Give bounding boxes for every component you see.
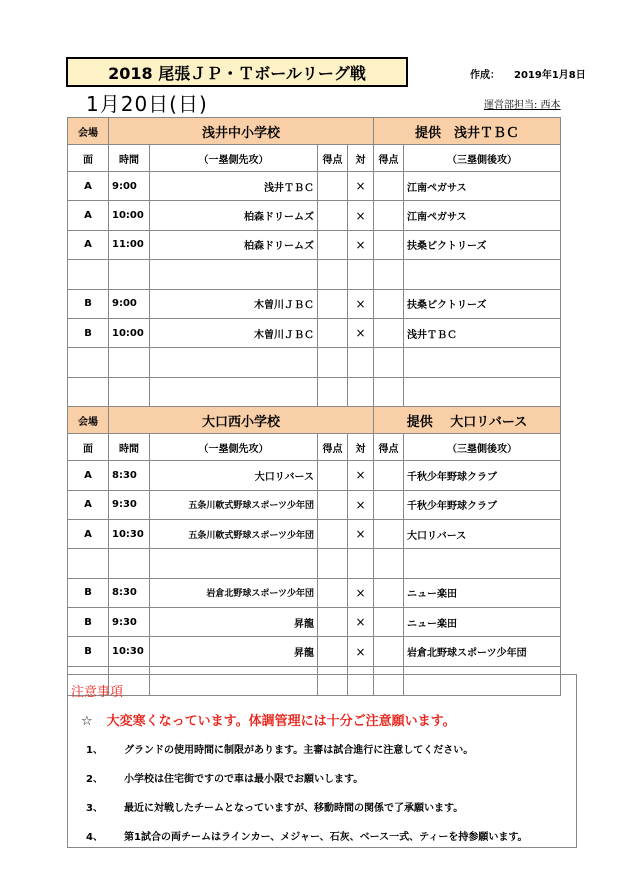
col-score-right: 得点	[374, 145, 404, 172]
field-cell: B	[68, 578, 109, 607]
vs-cell: ×	[348, 461, 374, 490]
note-item	[86, 828, 528, 843]
vs-cell: ×	[348, 289, 374, 318]
score-left-cell	[318, 608, 348, 637]
score-left-cell	[318, 348, 348, 377]
field-cell: B	[68, 318, 109, 347]
score-left-cell	[318, 519, 348, 548]
vs-cell: ×	[348, 490, 374, 519]
score-left-cell	[318, 201, 348, 230]
score-right-cell	[374, 289, 404, 318]
note-item	[86, 770, 363, 785]
note-num: 1、	[86, 745, 103, 756]
schedule-table	[67, 117, 561, 696]
table-row	[68, 608, 561, 637]
left-team-cell	[150, 260, 318, 289]
left-team-cell	[150, 348, 318, 377]
time-cell	[109, 260, 150, 289]
field-cell: A	[68, 230, 109, 259]
field-cell	[68, 348, 109, 377]
col-right-team: （三塁側後攻）	[404, 145, 561, 172]
column-header-row	[68, 145, 561, 172]
venue-provider: 提供 浅井ＴＢＣ	[374, 118, 561, 145]
score-left-cell	[318, 578, 348, 607]
right-team-cell	[404, 549, 561, 578]
note-text: 最近に対戦したチームとなっていますが、移動時間の関係で了承願います。	[124, 803, 464, 814]
right-team-cell: 江南ペガサス	[404, 172, 561, 201]
vs-cell: ×	[348, 230, 374, 259]
column-header-row	[68, 434, 561, 461]
venue-label: 会場	[68, 118, 109, 145]
right-team-cell: 大口リバース	[404, 519, 561, 548]
right-team-cell	[404, 348, 561, 377]
left-team-cell	[150, 549, 318, 578]
table-row	[68, 289, 561, 318]
left-team-cell: 柏森ドリームズ	[150, 201, 318, 230]
venue-label: 会場	[68, 407, 109, 434]
created-date: 2019年1月8日	[514, 70, 586, 81]
time-cell: 10:00	[109, 318, 150, 347]
time-cell: 9:30	[109, 608, 150, 637]
notes-main-text: 大変寒くなっています。体調管理には十分ご注意願います。	[106, 714, 456, 729]
vs-cell	[348, 348, 374, 377]
table-row	[68, 172, 561, 201]
table-row	[68, 318, 561, 347]
score-right-cell	[374, 549, 404, 578]
venue-header	[68, 118, 561, 145]
score-right-cell	[374, 260, 404, 289]
vs-cell: ×	[348, 519, 374, 548]
time-cell: 9:00	[109, 172, 150, 201]
field-cell: B	[68, 637, 109, 666]
vs-cell: ×	[348, 637, 374, 666]
table-row	[68, 230, 561, 259]
table-row	[68, 490, 561, 519]
left-team-cell: 五条川軟式野球スポーツ少年団	[150, 490, 318, 519]
notes-title: 注意事項	[71, 685, 124, 700]
star-icon: ☆	[81, 714, 93, 729]
col-time: 時間	[109, 145, 150, 172]
page-title: 2018 尾張ＪＰ・Ｔボールリーグ戦	[66, 57, 408, 87]
table-row	[68, 201, 561, 230]
field-cell: B	[68, 608, 109, 637]
score-right-cell	[374, 348, 404, 377]
left-team-cell: 木曽川ＪＢＣ	[150, 318, 318, 347]
right-team-cell: 江南ペガサス	[404, 201, 561, 230]
score-left-cell	[318, 637, 348, 666]
right-team-cell: 千秋少年野球クラブ	[404, 461, 561, 490]
note-num: 4、	[86, 832, 103, 843]
vs-cell: ×	[348, 578, 374, 607]
left-team-cell: 浅井ＴＢＣ	[150, 172, 318, 201]
col-score-left: 得点	[318, 145, 348, 172]
note-item	[86, 741, 473, 756]
field-cell: B	[68, 289, 109, 318]
time-cell	[109, 348, 150, 377]
table-row	[68, 519, 561, 548]
note-text: グランドの使用時間に制限があります。主審は試合進行に注意してください。	[124, 745, 474, 756]
field-cell	[68, 377, 109, 406]
col-field: 面	[68, 145, 109, 172]
note-text: 小学校は住宅街ですので車は最小限でお願いします。	[124, 774, 364, 785]
time-cell: 9:30	[109, 490, 150, 519]
right-team-cell: 扶桑ピクトリーズ	[404, 289, 561, 318]
event-date: 1月20日(日)	[86, 92, 208, 116]
score-left-cell	[318, 549, 348, 578]
time-cell: 10:00	[109, 201, 150, 230]
left-team-cell: 大口リバース	[150, 461, 318, 490]
score-right-cell	[374, 578, 404, 607]
score-left-cell	[318, 260, 348, 289]
score-left-cell	[318, 461, 348, 490]
col-left-team: （一塁側先攻）	[150, 145, 318, 172]
notes-section	[67, 674, 577, 848]
time-cell: 8:30	[109, 461, 150, 490]
venue-provider: 提供 大口リバース	[374, 407, 561, 434]
left-team-cell: 岩倉北野球スポーツ少年団	[150, 578, 318, 607]
note-item	[86, 799, 463, 814]
score-right-cell	[374, 490, 404, 519]
right-team-cell: 浅井ＴＢＣ	[404, 318, 561, 347]
score-right-cell	[374, 201, 404, 230]
table-row	[68, 377, 561, 406]
venue-name: 浅井中小学校	[109, 118, 374, 145]
score-right-cell	[374, 172, 404, 201]
table-row	[68, 461, 561, 490]
note-num: 2、	[86, 774, 103, 785]
table-row	[68, 348, 561, 377]
score-right-cell	[374, 318, 404, 347]
left-team-cell: 五条川軟式野球スポーツ少年団	[150, 519, 318, 548]
right-team-cell: ニュー楽田	[404, 608, 561, 637]
field-cell: A	[68, 461, 109, 490]
field-cell	[68, 260, 109, 289]
right-team-cell: ニュー楽田	[404, 578, 561, 607]
time-cell: 10:30	[109, 637, 150, 666]
col-score-left: 得点	[318, 434, 348, 461]
vs-cell	[348, 377, 374, 406]
score-left-cell	[318, 377, 348, 406]
vs-cell: ×	[348, 172, 374, 201]
manager-label: 運営部担当: 西本	[484, 100, 561, 111]
table-row	[68, 637, 561, 666]
vs-cell: ×	[348, 318, 374, 347]
col-vs: 対	[348, 434, 374, 461]
field-cell: A	[68, 172, 109, 201]
created-label: 作成：	[470, 70, 500, 81]
score-right-cell	[374, 608, 404, 637]
table-row	[68, 578, 561, 607]
left-team-cell: 昇龍	[150, 637, 318, 666]
table-row	[68, 549, 561, 578]
col-vs: 対	[348, 145, 374, 172]
score-right-cell	[374, 637, 404, 666]
venue-header	[68, 407, 561, 434]
field-cell: A	[68, 519, 109, 548]
time-cell: 8:30	[109, 578, 150, 607]
score-left-cell	[318, 289, 348, 318]
left-team-cell	[150, 377, 318, 406]
left-team-cell: 柏森ドリームズ	[150, 230, 318, 259]
right-team-cell	[404, 377, 561, 406]
vs-cell: ×	[348, 201, 374, 230]
right-team-cell	[404, 260, 561, 289]
time-cell: 11:00	[109, 230, 150, 259]
vs-cell: ×	[348, 608, 374, 637]
score-right-cell	[374, 230, 404, 259]
right-team-cell: 岩倉北野球スポーツ少年団	[404, 637, 561, 666]
time-cell: 9:00	[109, 289, 150, 318]
created-info	[470, 66, 586, 81]
time-cell	[109, 377, 150, 406]
left-team-cell: 木曽川ＪＢＣ	[150, 289, 318, 318]
score-right-cell	[374, 519, 404, 548]
score-right-cell	[374, 377, 404, 406]
col-score-right: 得点	[374, 434, 404, 461]
score-left-cell	[318, 490, 348, 519]
note-num: 3、	[86, 803, 103, 814]
right-team-cell: 扶桑ピクトリーズ	[404, 230, 561, 259]
vs-cell	[348, 260, 374, 289]
field-cell: A	[68, 490, 109, 519]
score-left-cell	[318, 172, 348, 201]
table-row	[68, 260, 561, 289]
col-field: 面	[68, 434, 109, 461]
field-cell	[68, 549, 109, 578]
field-cell: A	[68, 201, 109, 230]
time-cell	[109, 549, 150, 578]
right-team-cell: 千秋少年野球クラブ	[404, 490, 561, 519]
col-right-team: （三塁側後攻）	[404, 434, 561, 461]
score-left-cell	[318, 318, 348, 347]
col-left-team: （一塁側先攻）	[150, 434, 318, 461]
note-text: 第1試合の両チームはラインカー、メジャー、石灰、ベース一式、ティーを持参願います。	[124, 832, 528, 843]
left-team-cell: 昇龍	[150, 608, 318, 637]
vs-cell	[348, 549, 374, 578]
score-right-cell	[374, 461, 404, 490]
time-cell: 10:30	[109, 519, 150, 548]
notes-main	[81, 710, 456, 729]
col-time: 時間	[109, 434, 150, 461]
venue-name: 大口西小学校	[109, 407, 374, 434]
score-left-cell	[318, 230, 348, 259]
